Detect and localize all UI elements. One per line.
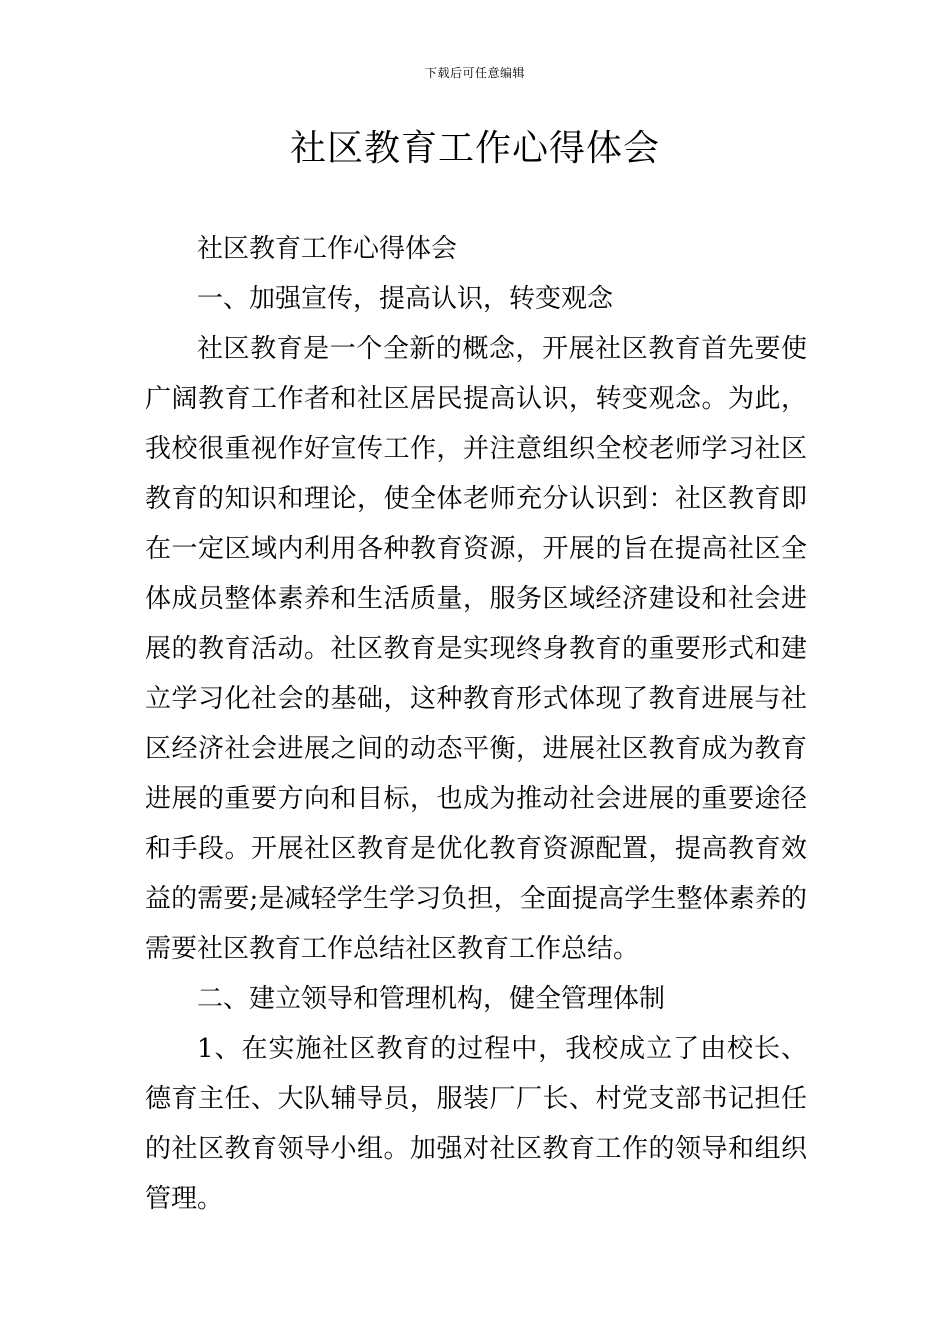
document-title: 社区教育工作心得体会 <box>289 128 660 169</box>
body-paragraph-2: 1、在实施社区教育的过程中，我校成立了由校长、德育主任、大队辅导员，服装厂厂长、村党支部书记担任的社区教育领导小组。加强对社区教育工作的领导和组织管理。 <box>145 1034 807 1214</box>
header-note: 下载后可任意编辑 <box>424 66 525 80</box>
document-body <box>145 224 807 1224</box>
body-paragraph-1: 社区教育是一个全新的概念，开展社区教育首先要使广阔教育工作者和社区居民提高认识，转变观念。为此，我校很重视作好宣传工作，并注意组织全校老师学习社区教育的知识和理论，使全体老师充分认识到：社区教育即在一定区域内利用各种教育资源，开展的旨在提高社区全体成员整体素养和生活质量，服务区域经济建设和社会进展的教育活动。社区教育是实现终身教育的重要形式和建立学习化社会的基础，这种教育形式体现了教育进展与社区经济社会进展之间的动态平衡，进展社区教育成为教育进展的重要方向和目标，也成为推动社会进展的重要途径和手段。开展社区教育是优化教育资源配置，提高教育效益的需要;是减轻学生学习负担，全面提高学生整体素养的需要社区教育工作总结社区教育工作总结。 <box>145 334 807 964</box>
subtitle-paragraph: 社区教育工作心得体会 <box>197 234 458 264</box>
section-heading-1: 一、加强宣传，提高认识，转变观念 <box>197 284 614 314</box>
section-heading-2: 二、建立领导和管理机构，健全管理体制 <box>197 984 666 1014</box>
